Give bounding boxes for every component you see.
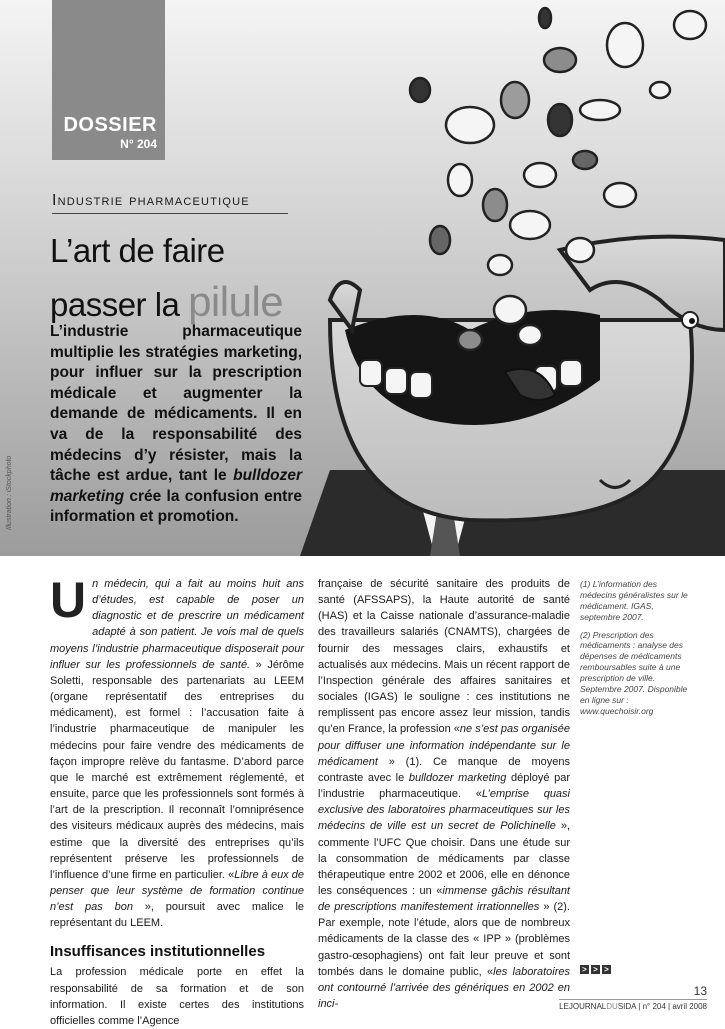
title-line-2-part-a: passer la: [50, 286, 189, 323]
lead-text-b: crée la confusion entre information et promotion.: [50, 487, 302, 526]
issue-label: N° 204: [120, 137, 157, 151]
dossier-label: DOSSIER: [63, 114, 157, 136]
page-number: 13: [693, 984, 707, 998]
body-text-end: », poursuit avec malice le représentant du LEEM.: [50, 901, 305, 930]
continue-arrows: [580, 965, 611, 974]
quote-text: n médecin, qui a fait au moins huit ans d’études, est capable de poser un diagnostic et de prescrire un médicament adapté à son patient. Je vois mal de quels moyens l’industrie pharmaceutique disposerait pour influer sur les professionnels de santé.: [50, 578, 304, 671]
lead-emphasis: bulldozer marketing: [50, 467, 302, 505]
title-line-2-part-b: pilule: [188, 278, 284, 325]
footnote-1: (1) L’information des médecins généralistes sur le médicament. IGAS, septembre 2007.: [580, 579, 688, 622]
journal-name-d: SIDA: [617, 1002, 637, 1011]
quote-text: les laboratoires ont contourné l’arrivée des génériques en 2002 en inci-: [318, 965, 570, 1011]
article-column-2: [318, 576, 570, 1012]
quote-text-2: Libre à eux de penser que leur système de formation continue n’est pas bon: [50, 868, 305, 914]
body-text: », commente l’UFC Que choisir. Dans une étude sur la consommation de médicaments par classe thérapeutique entre 2002 et 2006, elle en dénonce les conséquences : un «: [318, 820, 570, 897]
arrow-icon: >: [602, 965, 611, 974]
title-line-2: [50, 278, 283, 326]
arrow-icon: >: [580, 965, 589, 974]
article-paragraph-2: La profession médicale porte en effet la responsabilité de sa formation et de son information. Il existe certes des institutions officielles comme l’Agence: [50, 966, 304, 1027]
footnotes: [580, 579, 690, 724]
body-text: » (2). Par exemple, note l’étude, alors que de nombreux médicaments de la classe des « IPP » (problèmes gastro-œsophagiens) ont fait leur preuve et sont tombés dans le domaine public, «: [318, 901, 570, 978]
arrow-icon: >: [591, 965, 600, 974]
footer-issue: | n° 204 | avril 2008: [636, 1002, 707, 1011]
article-column-1: [50, 572, 305, 1029]
article-paragraph-1: [50, 572, 305, 931]
journal-name-a: LE: [559, 1002, 569, 1011]
body-text: française de sécurité sanitaire des produits de santé (AFSSAPS), la Haute autorité de santé (HAS) et la Caisse nationale d’assurance-maladie des travailleurs salariés (CNAMTS), chargées de fournir des messages clairs, exhaustifs et actualisés aux médecins. Mais un récent rapport de l’Inspection générale des affaires sanitaires et sociales (IGAS) le souligne : ces institutions ne remplissent pas encore assez leur mission, tandis qu’en France, la profession «: [318, 578, 570, 736]
article-paragraph-3: [318, 576, 570, 1012]
journal-name-c: DU: [606, 1002, 618, 1011]
lead-text-a: L’industrie pharmaceutique multiplie les stratégies marketing, pour influer sur la prescription médicale et augmenter la demande de médicaments. Il en va de la responsabilité des médecins d’y résister, mais la tâche est ardue, tant le: [50, 323, 302, 485]
quote-text: ne s’est pas organisée pour diffuser une information indépendante sur le médicament: [318, 723, 570, 768]
dropcap: U: [50, 572, 87, 628]
body-text: déployé par l’industrie pharmaceutique. «: [318, 771, 570, 801]
rubric-heading: Industrie pharmaceutique: [52, 192, 288, 214]
lead-paragraph: [50, 322, 302, 528]
title-line-1: L’art de faire: [50, 232, 225, 269]
body-text: » Jérôme Soletti, responsable des partenariats au LEEM (organe représentatif des entreprises du médicament), est formel : l’accusation faite à l’industrie pharmaceutique de manipuler les médecins pour faire vendre des médicaments de façon impropre relève du fantasme. D’abord parce que le marché est extrêmement réglementé, et ensuite, parce que les professionnels sont formés à l’art de la prescription. Il reconnaît l’omniprésence des visiteurs médicaux auprès des médecins, mais estime que la diversité des entreprises qu’ils représentent préserve les professionnels de l’influence d’une firme en particulier. «: [50, 658, 304, 881]
subheading: Insuffisances institutionnelles: [50, 943, 266, 961]
journal-footer: [559, 999, 707, 1011]
dossier-badge: [52, 0, 165, 160]
emphasis-text: bulldozer marketing: [408, 771, 507, 784]
illustration-credit: Illustration : iStockphoto: [6, 455, 13, 530]
footnote-2: (2) Prescription des médicaments : analyse des dépenses de médicaments remboursables suite à une prescription de ville. Septembre 2007. Disponible en ligne sur : www.quechoisir.org: [580, 629, 688, 716]
body-text: » (1). Ce manque de moyens contraste avec le: [318, 755, 570, 784]
quote-text: immense gâchis résultant de prescriptions manifestement irrationnelles: [318, 884, 570, 914]
quote-text: L’emprise quasi exclusive des laboratoires pharmaceutiques sur les médecins de ville est un secret de Polichinelle: [318, 788, 570, 833]
journal-name-b: JOURNAL: [568, 1002, 607, 1011]
